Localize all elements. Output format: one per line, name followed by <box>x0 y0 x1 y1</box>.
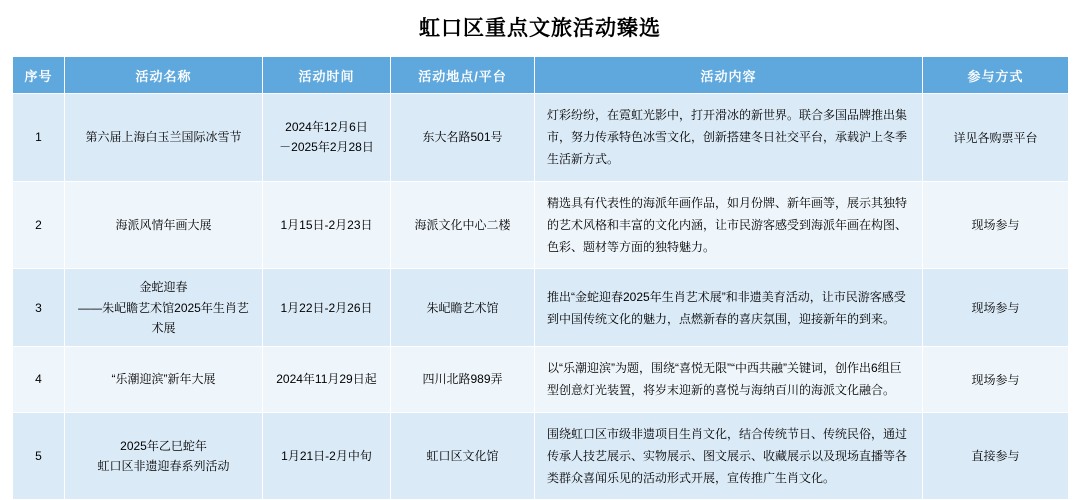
column-header-join: 参与方式 <box>923 57 1069 94</box>
table-row <box>13 269 1069 347</box>
cell-name <box>65 412 263 500</box>
cell-place-line: 海派文化中心二楼 <box>414 217 511 232</box>
cell-time-line: 2024年11月29日起 <box>276 372 377 387</box>
cell-place-line: 东大名路501号 <box>422 130 503 145</box>
table-body <box>13 94 1069 500</box>
cell-content: 灯彩纷纷，在霓虹光影中，打开滑冰的新世界。联合多国品牌推出集市，努力传承特色冰雪文化，创新搭建冬日社交平台，承载沪上冬季生活新方式。 <box>535 94 923 182</box>
cell-no: 5 <box>13 412 65 500</box>
cell-no: 2 <box>13 181 65 269</box>
cell-no: 3 <box>13 269 65 347</box>
cell-place-line: 朱屺瞻艺术馆 <box>426 300 499 315</box>
cell-name-line: 第六届上海白玉兰国际冰雪节 <box>85 130 242 145</box>
table-header <box>13 57 1069 94</box>
cell-name-line: 海派风情年画大展 <box>115 217 212 232</box>
table-row <box>13 181 1069 269</box>
cell-name-line: 虹口区非遗迎春系列活动 <box>97 458 230 473</box>
cell-time-line: 1月22日-2月26日 <box>280 300 373 315</box>
cell-no: 4 <box>13 347 65 412</box>
page-title: 虹口区重点文旅活动臻选 <box>419 17 661 40</box>
cell-join: 现场参与 <box>923 269 1069 347</box>
cell-place <box>391 181 535 269</box>
table-row <box>13 94 1069 182</box>
cell-join: 现场参与 <box>923 347 1069 412</box>
cell-content: 精选具有代表性的海派年画作品，如月份牌、新年画等，展示其独特的艺术风格和丰富的文化内涵，让市民游客感受到海派年画在构图、色彩、题材等方面的独特魅力。 <box>535 181 923 269</box>
cell-content: 推出“金蛇迎春2025年生肖艺术展”和非遗美育活动，让市民游客感受到中国传统文化的魅力，点燃新春的喜庆氛围，迎接新年的到来。 <box>535 269 923 347</box>
column-header-time: 活动时间 <box>263 57 391 94</box>
column-header-name: 活动名称 <box>65 57 263 94</box>
cell-place <box>391 347 535 412</box>
cell-name-line: ——朱屺瞻艺术馆2025年生肖艺术展 <box>78 300 249 335</box>
activity-table <box>12 56 1069 500</box>
cell-name-line: 2025年乙巳蛇年 <box>120 438 207 453</box>
column-header-place: 活动地点/平台 <box>391 57 535 94</box>
cell-time <box>263 347 391 412</box>
cell-time-line: 1月21日-2月中旬 <box>281 448 372 463</box>
cell-place-line: 虹口区文化馆 <box>426 448 499 463</box>
column-header-content: 活动内容 <box>535 57 923 94</box>
cell-no: 1 <box>13 94 65 182</box>
cell-content: 以“乐潮迎滨”为题，围绕“喜悦无限”“中西共融”关键词，创作出6组巨型创意灯光装置，将岁末迎新的喜悦与海纳百川的海派文化融合。 <box>535 347 923 412</box>
cell-place-line: 四川北路989弄 <box>422 372 503 387</box>
cell-place <box>391 269 535 347</box>
cell-name <box>65 181 263 269</box>
cell-time <box>263 412 391 500</box>
cell-time <box>263 269 391 347</box>
column-header-no: 序号 <box>13 57 65 94</box>
cell-time <box>263 181 391 269</box>
cell-place <box>391 412 535 500</box>
cell-name-line: 金蛇迎春 <box>139 280 188 295</box>
cell-name <box>65 269 263 347</box>
cell-time-line: 1月15日-2月23日 <box>280 217 373 232</box>
cell-join: 详见各购票平台 <box>923 94 1069 182</box>
cell-content: 围绕虹口区市级非遗项目生肖文化，结合传统节日、传统民俗，通过传承人技艺展示、实物展示、图文展示、收藏展示以及现场直播等各类群众喜闻乐见的活动形式开展，宣传推广生肖文化。 <box>535 412 923 500</box>
cell-place <box>391 94 535 182</box>
cell-time-line: －2025年2月28日 <box>279 140 374 155</box>
cell-name-line: “乐潮迎滨”新年大展 <box>111 372 216 387</box>
cell-name <box>65 347 263 412</box>
table-row <box>13 412 1069 500</box>
cell-time-line: 2024年12月6日 <box>285 119 368 134</box>
table-row <box>13 347 1069 412</box>
cell-join: 直接参与 <box>923 412 1069 500</box>
table-header-row <box>13 57 1069 94</box>
cell-time <box>263 94 391 182</box>
cell-name <box>65 94 263 182</box>
cell-join: 现场参与 <box>923 181 1069 269</box>
